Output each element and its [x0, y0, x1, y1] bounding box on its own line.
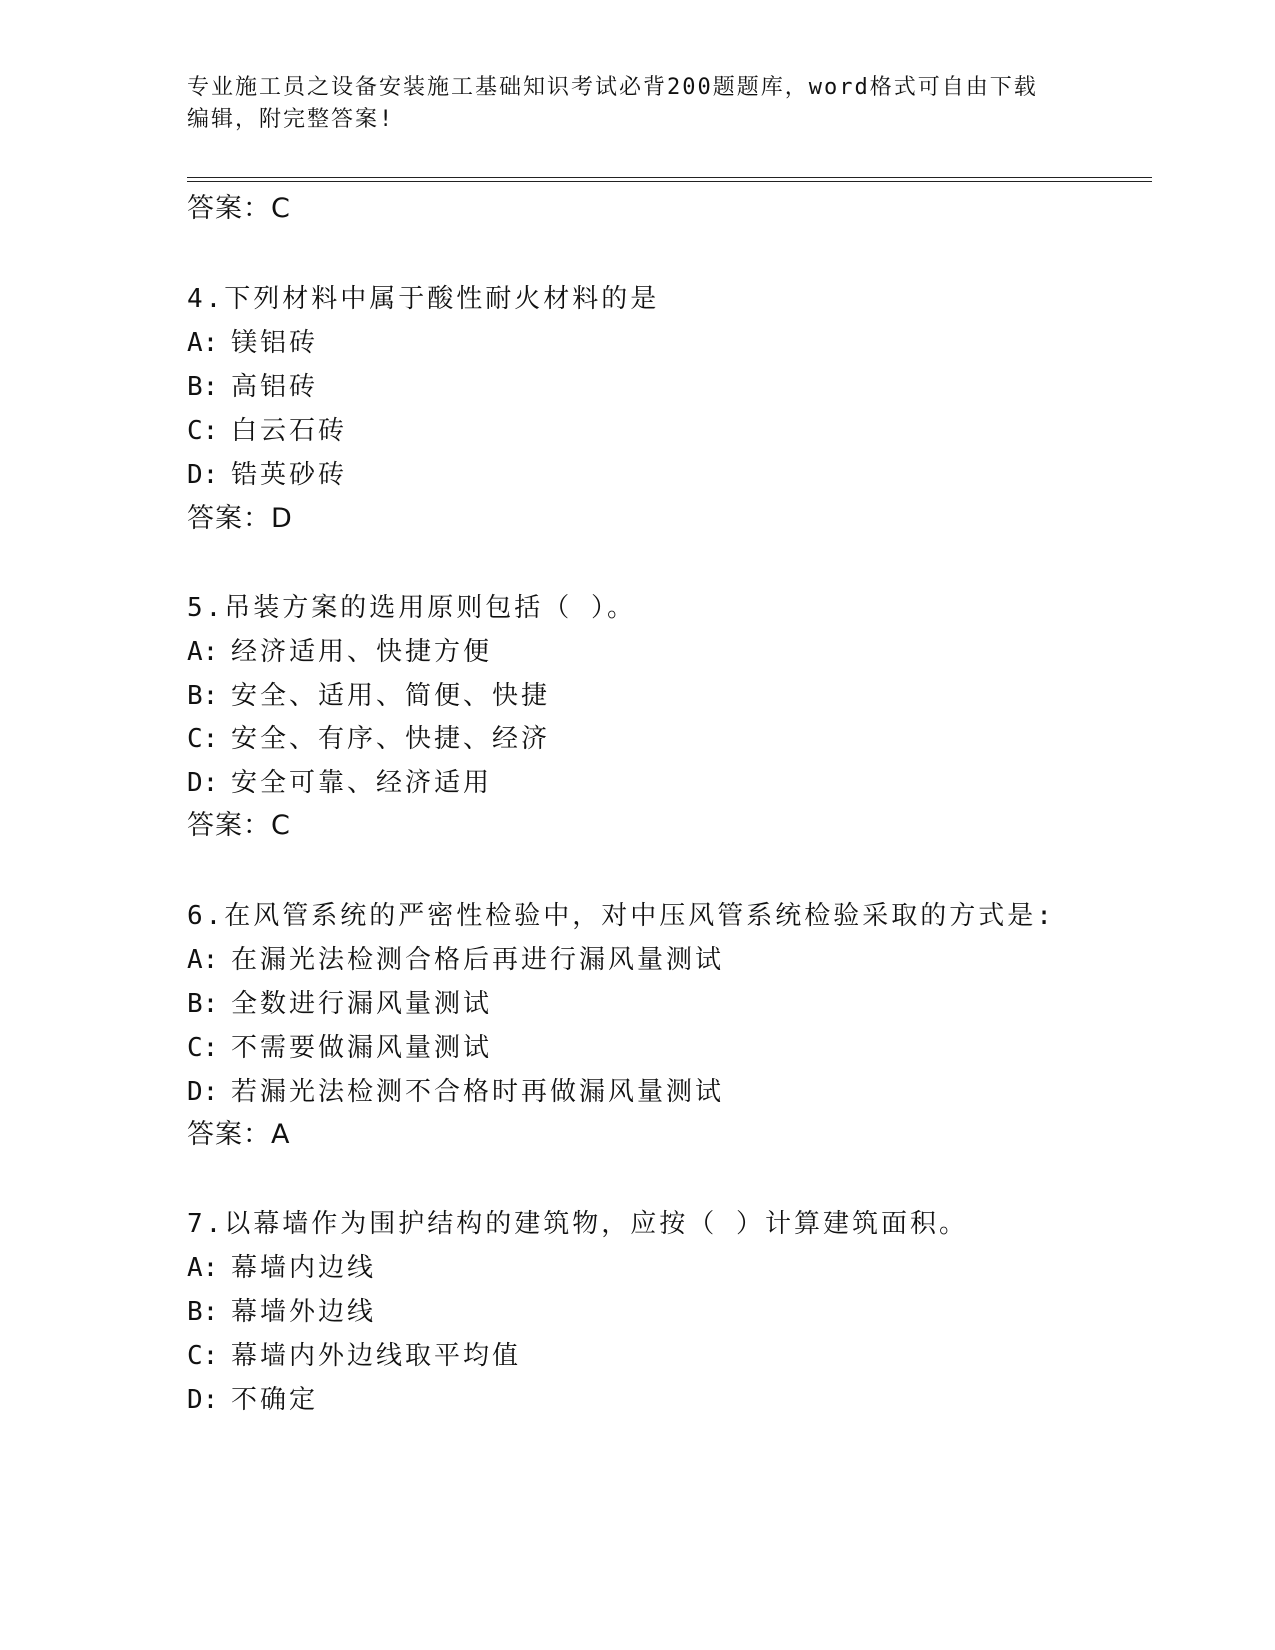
previous-answer: 答案：C: [187, 193, 291, 224]
option-text: 幕墙外边线: [231, 1297, 377, 1327]
question-4-option-b: [187, 370, 318, 404]
option-label: B:: [187, 372, 219, 402]
option-label: C:: [187, 724, 219, 754]
question-5-option-b: [187, 679, 550, 713]
option-label: B:: [187, 989, 219, 1019]
question-6-title: 6.在风管系统的严密性检验中，对中压风管系统检验采取的方式是:: [187, 901, 1055, 931]
question-5-option-d: [187, 766, 492, 800]
option-text: 幕墙内外边线取平均值: [231, 1341, 522, 1371]
header-title-line-2: 编辑，附完整答案!: [187, 107, 395, 132]
question-4-title: 4.下列材料中属于酸性耐火材料的是: [187, 284, 660, 314]
option-text: 在漏光法检测合格后再进行漏风量测试: [231, 945, 725, 975]
option-label: D:: [187, 1385, 219, 1415]
option-text: 白云石砖: [231, 416, 348, 446]
question-6-option-c: [187, 1031, 492, 1065]
option-label: C:: [187, 416, 219, 446]
option-text: 安全、适用、简便、快捷: [231, 681, 551, 711]
question-7-option-c: [187, 1339, 521, 1373]
question-5-title: 5.吊装方案的选用原则包括（ ）。: [187, 593, 636, 623]
option-label: A:: [187, 945, 219, 975]
option-label: C:: [187, 1341, 219, 1371]
option-label: D:: [187, 768, 219, 798]
question-5-option-c: [187, 722, 550, 756]
option-label: A:: [187, 637, 219, 667]
option-text: 若漏光法检测不合格时再做漏风量测试: [231, 1077, 725, 1107]
question-7-option-d: [187, 1383, 318, 1417]
option-label: D:: [187, 1077, 219, 1107]
question-4-option-d: [187, 458, 347, 492]
question-7-title: 7.以幕墙作为围护结构的建筑物，应按（ ）计算建筑面积。: [187, 1209, 968, 1239]
option-text: 不确定: [231, 1385, 319, 1415]
question-6-answer: 答案：A: [187, 1119, 291, 1150]
question-7-option-a: [187, 1251, 376, 1285]
header-divider-top: [187, 177, 1152, 178]
option-label: A:: [187, 1253, 219, 1283]
option-label: B:: [187, 1297, 219, 1327]
option-text: 安全可靠、经济适用: [231, 768, 493, 798]
question-7-option-b: [187, 1295, 376, 1329]
option-label: B:: [187, 681, 219, 711]
option-text: 全数进行漏风量测试: [231, 989, 493, 1019]
question-5-option-a: [187, 635, 492, 669]
option-text: 经济适用、快捷方便: [231, 637, 493, 667]
header-divider-bottom: [187, 181, 1152, 182]
option-text: 镁铝砖: [231, 328, 319, 358]
question-4-option-c: [187, 414, 347, 448]
option-text: 高铝砖: [231, 372, 319, 402]
question-4-option-a: [187, 326, 318, 360]
option-text: 幕墙内边线: [231, 1253, 377, 1283]
question-5-answer: 答案：C: [187, 810, 291, 841]
option-text: 锆英砂砖: [231, 460, 348, 490]
question-6-option-a: [187, 943, 724, 977]
option-text: 不需要做漏风量测试: [231, 1033, 493, 1063]
question-6-option-b: [187, 987, 492, 1021]
question-4-answer: 答案：D: [187, 503, 293, 534]
option-label: C:: [187, 1033, 219, 1063]
header-title-line-1: 专业施工员之设备安装施工基础知识考试必背200题题库，word格式可自由下载: [187, 75, 1038, 100]
question-6-option-d: [187, 1075, 724, 1109]
option-label: A:: [187, 328, 219, 358]
option-label: D:: [187, 460, 219, 490]
option-text: 安全、有序、快捷、经济: [231, 724, 551, 754]
